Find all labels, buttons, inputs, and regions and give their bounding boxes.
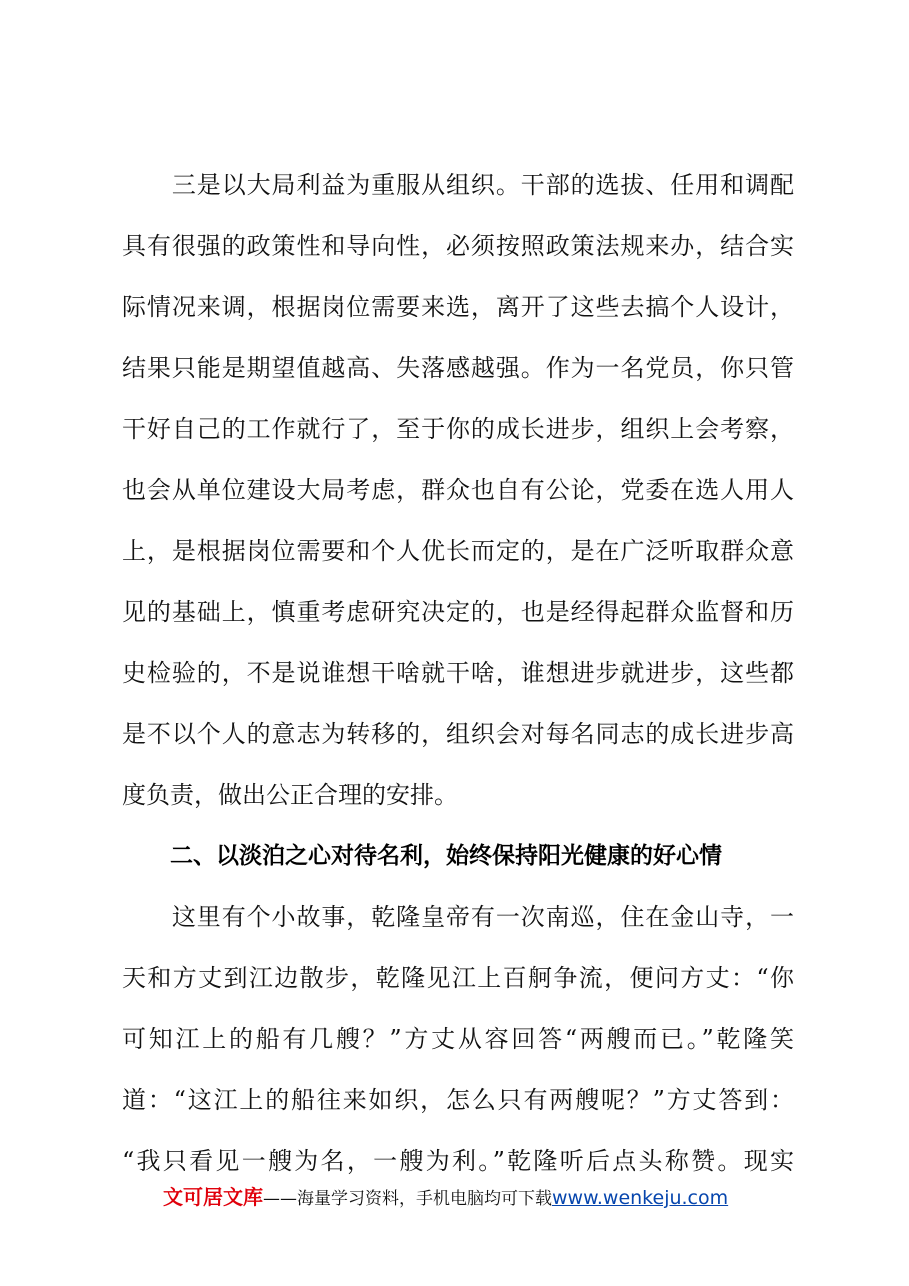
text-line: 具有很强的政策性和导向性，必须按照政策法规来办，结合实 <box>122 232 794 260</box>
text-line: “我只看见一艘为名，一艘为利。”乾隆听后点头称赞。现实 <box>122 1147 794 1175</box>
text-line: 这里有个小故事，乾隆皇帝有一次南巡，住在金山寺，一 <box>122 903 794 931</box>
text-line: 是不以个人的意志为转移的，组织会对每名同志的成长进步高 <box>122 720 794 748</box>
text-line: 结果只能是期望值越高、失落感越强。作为一名党员，你只管 <box>122 354 794 382</box>
text-line: 史检验的，不是说谁想干啥就干啥，谁想进步就进步，这些都 <box>122 659 794 687</box>
footer-tagline: ——海量学习资料，手机电脑均可下载 <box>263 1189 552 1209</box>
text-line: 度负责，做出公正合理的安排。 <box>122 781 458 809</box>
text-line: 际情况来调，根据岗位需要来选，离开了这些去搞个人设计， <box>122 293 794 321</box>
text-line: 三是以大局利益为重服从组织。干部的选拔、任用和调配 <box>122 171 794 199</box>
text-line: 见的基础上，慎重考虑研究决定的，也是经得起群众监督和历 <box>122 598 794 626</box>
text-line: 也会从单位建设大局考虑，群众也自有公论，党委在选人用人 <box>122 476 794 504</box>
section-heading: 二、以淡泊之心对待名利，始终保持阳光健康的好心情 <box>170 843 722 869</box>
page-footer <box>163 1182 783 1212</box>
footer-brand: 文可居文库 <box>163 1185 263 1209</box>
text-line: 道：“这江上的船往来如织，怎么只有两艘呢？”方丈答到： <box>122 1086 794 1114</box>
text-line: 上，是根据岗位需要和个人优长而定的，是在广泛听取群众意 <box>122 537 794 565</box>
text-line: 可知江上的船有几艘？”方丈从容回答“两艘而已。”乾隆笑 <box>122 1025 794 1053</box>
text-line: 干好自己的工作就行了，至于你的成长进步，组织上会考察， <box>122 415 794 443</box>
text-line: 天和方丈到江边散步，乾隆见江上百舸争流，便问方丈：“你 <box>122 964 794 992</box>
footer-site-link[interactable]: www.wenkeju.com <box>552 1187 729 1209</box>
